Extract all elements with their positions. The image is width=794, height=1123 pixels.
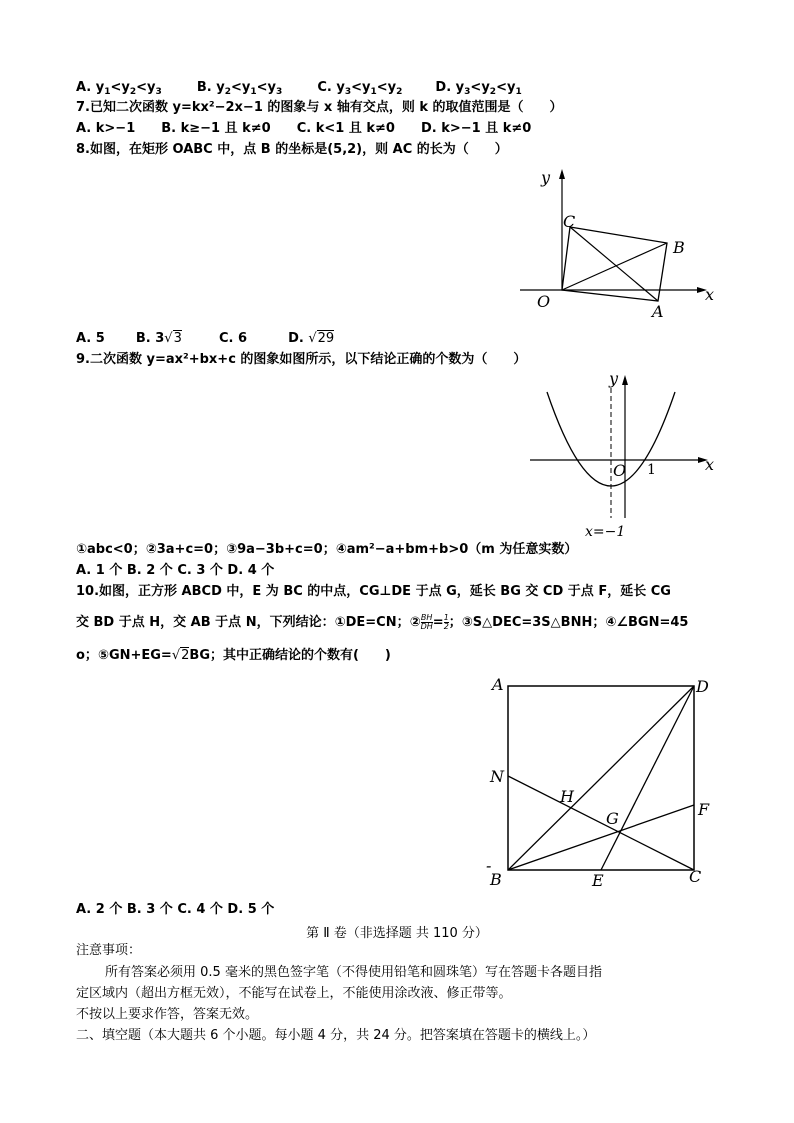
q10-label-f: F bbox=[698, 800, 710, 819]
q9-figure bbox=[525, 370, 725, 540]
q10-label-g: G bbox=[606, 809, 619, 828]
q6-option-c: C. $y_3<y_1<y_2$ bbox=[317, 80, 403, 97]
section2-heading: 二、填空题（本大题共 6 个小题。每小题 4 分，共 24 分。把答案填在答题卡的横线上。） bbox=[76, 1028, 596, 1043]
notes-line2: 定区域内（超出方框无效），不能写在试卷上，不能使用涂改液、修正带等。 bbox=[76, 986, 512, 1001]
q8-label-b: B bbox=[673, 238, 685, 257]
q10-fraction-bh-dh: $\frac{BH}{DH}$ bbox=[420, 613, 433, 631]
notes-line1: 所有答案必须用 0.5 毫米的黑色签字笔（不得使用铅笔和圆珠笔）写在答题卡各题目指 bbox=[105, 965, 602, 980]
q10-stem-line2: 交 BD 于点 H，交 AB 于点 N，下列结论：①DE=CN；② $\frac{BH}{DH}$ = $\frac{1}{2}$ ；③S△DEC=3S△BNH；④∠BGN=45 bbox=[76, 613, 689, 631]
q10-mark: - bbox=[486, 856, 492, 875]
q10-label-h: H bbox=[560, 787, 574, 806]
q8-option-d: D. √29 bbox=[288, 331, 335, 346]
q6-options bbox=[76, 80, 522, 100]
q10-figure bbox=[484, 672, 724, 897]
q10-options: A. 2 个 B. 3 个 C. 4 个 D. 5 个 bbox=[76, 902, 275, 917]
q8-label-o: O bbox=[537, 292, 551, 311]
q10-label-c: C bbox=[689, 867, 702, 886]
q7-options: A. k>−1 B. k≥−1 且 k≠0 C. k<1 且 k≠0 D. k>−1 且 k≠0 bbox=[76, 121, 532, 136]
q10-label-d: D bbox=[696, 677, 709, 696]
q9-options: A. 1 个 B. 2 个 C. 3 个 D. 4 个 bbox=[76, 563, 275, 578]
q10-fraction-half: $\frac{1}{2}$ bbox=[443, 613, 449, 631]
q10-stem-line1: 10.如图，正方形 ABCD 中，E 为 BC 的中点，CG⊥DE 于点 G，延长 BG 交 CD 于点 F，延长 CG bbox=[76, 584, 671, 599]
q8-option-b: B. 3√3 bbox=[135, 331, 182, 346]
q8-option-c: C. 6 bbox=[218, 331, 247, 346]
q8-option-a: A. 5 bbox=[76, 331, 105, 346]
q8-figure bbox=[515, 165, 730, 325]
q8-options bbox=[76, 331, 334, 347]
q9-label-x: x bbox=[705, 455, 715, 474]
q8-label-x: x bbox=[705, 285, 715, 304]
q9-stem: 9.二次函数 y=ax²+bx+c 的图象如图所示，以下结论正确的个数为（ ） bbox=[76, 352, 527, 367]
q6-option-d: D. $y_3<y_2<y_1$ bbox=[435, 80, 522, 97]
q9-label-y: y bbox=[609, 369, 619, 388]
part2-title: 第 Ⅱ 卷（非选择题 共 110 分） bbox=[306, 926, 488, 941]
q10-label-b: B bbox=[490, 870, 502, 889]
q10-stem-line3: o；⑤GN+EG=√2BG；其中正确结论的个数有( ) bbox=[76, 648, 391, 663]
q6-option-a: A. $y_1<y_2<y_3$ bbox=[76, 80, 162, 97]
q9-label-o: O bbox=[613, 461, 627, 480]
q10-label-e: E bbox=[592, 871, 604, 890]
notes-line3: 不按以上要求作答，答案无效。 bbox=[76, 1007, 259, 1022]
q9-conclusions: ①abc<0；②3a+c=0；③9a−3b+c=0；④am²−a+bm+b>0（m 为任意实数） bbox=[76, 542, 578, 557]
q9-label-axis: x=−1 bbox=[585, 524, 626, 540]
q6-option-b: B. $y_2<y_1<y_3$ bbox=[196, 80, 283, 97]
q7-stem: 7.已知二次函数 y=kx²−2x−1 的图象与 x 轴有交点，则 k 的取值范围是（ ） bbox=[76, 100, 563, 115]
q9-label-1: 1 bbox=[647, 462, 656, 478]
q8-label-c: C bbox=[563, 212, 576, 231]
q8-label-a: A bbox=[652, 302, 664, 321]
q10-label-a: A bbox=[492, 675, 504, 694]
q8-label-y: y bbox=[541, 168, 551, 187]
q10-label-n: N bbox=[490, 767, 504, 786]
notes-heading: 注意事项： bbox=[76, 943, 142, 958]
q8-stem: 8.如图，在矩形 OABC 中，点 B 的坐标是(5,2)，则 AC 的长为（ ） bbox=[76, 142, 508, 157]
